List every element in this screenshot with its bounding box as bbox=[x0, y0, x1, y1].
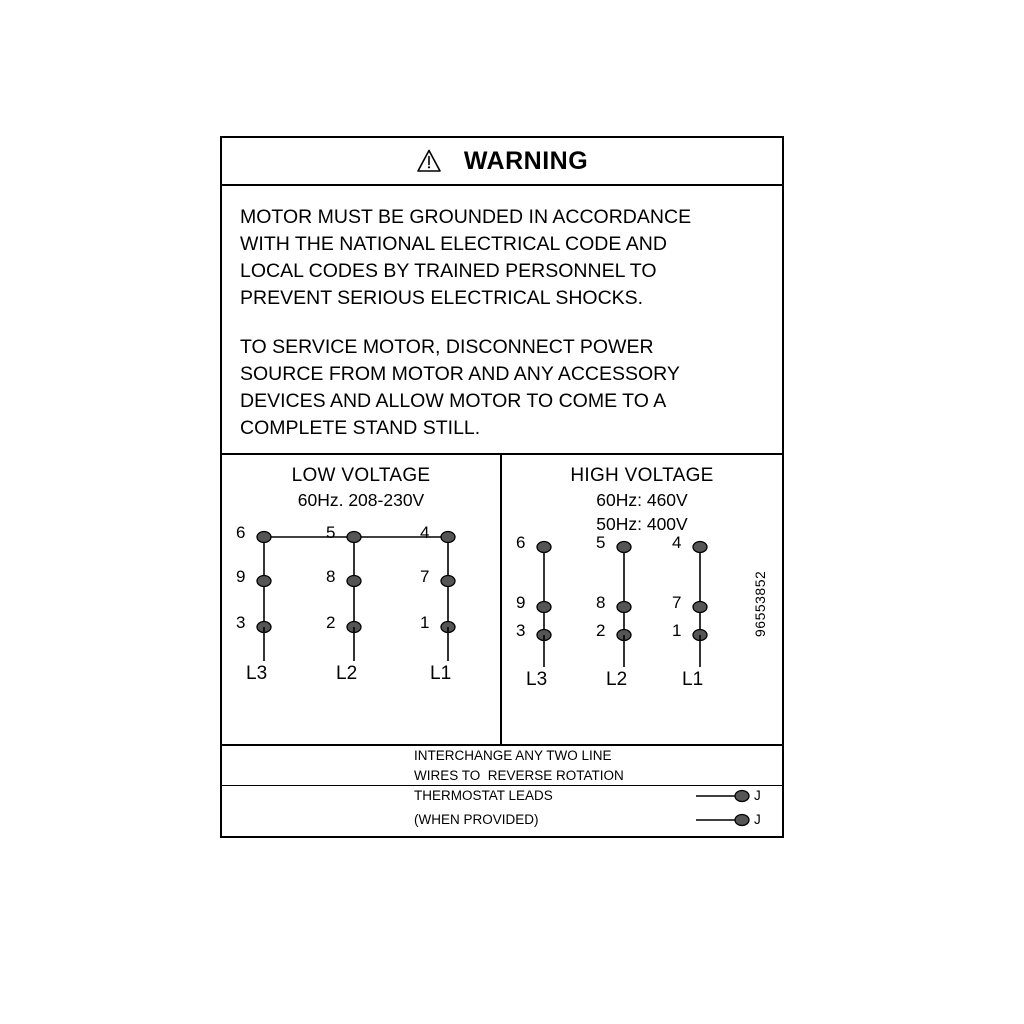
terminal-label: 1 bbox=[420, 613, 430, 632]
low-voltage-subtitle: 60Hz. 208-230V bbox=[297, 490, 425, 510]
terminal-label: 4 bbox=[420, 523, 430, 542]
line-label: L1 bbox=[430, 663, 452, 684]
terminal-label: 6 bbox=[236, 523, 246, 542]
warning-line: WITH THE NATIONAL ELECTRICAL CODE AND bbox=[240, 233, 667, 255]
terminal-label: 8 bbox=[326, 567, 336, 586]
warning-text-block bbox=[222, 186, 782, 455]
low-voltage-title: LOW VOLTAGE bbox=[291, 465, 431, 486]
terminal-label: 9 bbox=[236, 567, 246, 586]
warning-line: LOCAL CODES BY TRAINED PERSONNEL TO bbox=[240, 260, 657, 282]
rotation-note-row-2 bbox=[222, 766, 782, 786]
line-label: L2 bbox=[336, 663, 358, 684]
warning-line: DEVICES AND ALLOW MOTOR TO COME TO A bbox=[240, 390, 667, 412]
thermostat-leads-label: THERMOSTAT LEADS bbox=[414, 788, 553, 803]
paragraph-spacer bbox=[240, 312, 782, 334]
terminal-label: 7 bbox=[672, 593, 682, 612]
terminal-label: 5 bbox=[326, 523, 336, 542]
high-voltage-diagram bbox=[502, 535, 782, 707]
thermostat-j-label-2: J bbox=[754, 812, 761, 827]
warning-line: MOTOR MUST BE GROUNDED IN ACCORDANCE bbox=[240, 206, 692, 228]
bottom-notes bbox=[222, 746, 782, 834]
warning-line: COMPLETE STAND STILL. bbox=[240, 417, 481, 439]
terminal-label: 7 bbox=[420, 567, 430, 586]
warning-line: SOURCE FROM MOTOR AND ANY ACCESSORY bbox=[240, 363, 680, 385]
low-voltage-panel bbox=[222, 455, 502, 744]
terminal-label: 6 bbox=[516, 533, 526, 552]
motor-connection-nameplate bbox=[220, 136, 784, 838]
high-voltage-subtitle-2: 50Hz: 400V bbox=[596, 514, 688, 534]
terminal-label: 8 bbox=[596, 593, 606, 612]
terminal-label: 1 bbox=[672, 621, 682, 640]
line-label: L1 bbox=[682, 669, 704, 690]
terminal-label: 2 bbox=[326, 613, 336, 632]
warning-line: PREVENT SERIOUS ELECTRICAL SHOCKS. bbox=[240, 287, 644, 309]
thermostat-leads-block bbox=[222, 786, 782, 834]
thermostat-j-label-1: J bbox=[754, 788, 761, 803]
terminal-label: 9 bbox=[516, 593, 526, 612]
line-label: L3 bbox=[246, 663, 268, 684]
terminal-label: 3 bbox=[516, 621, 526, 640]
rotation-note-line-2: WIRES TO REVERSE ROTATION bbox=[414, 768, 624, 783]
part-number-label: 96553852 bbox=[752, 570, 768, 637]
thermostat-when-provided-label: (WHEN PROVIDED) bbox=[414, 812, 539, 827]
warning-title: WARNING bbox=[463, 146, 589, 175]
terminal-label: 4 bbox=[672, 533, 682, 552]
warning-line: TO SERVICE MOTOR, DISCONNECT POWER bbox=[240, 336, 654, 358]
line-label: L2 bbox=[606, 669, 628, 690]
high-voltage-title: HIGH VOLTAGE bbox=[570, 465, 714, 486]
voltage-connection-diagrams bbox=[222, 455, 782, 746]
rotation-note-row-1 bbox=[222, 746, 782, 766]
terminal-label: 5 bbox=[596, 533, 606, 552]
low-voltage-diagram bbox=[222, 511, 500, 707]
high-voltage-subtitle-1: 60Hz: 460V bbox=[596, 490, 688, 510]
rotation-note-line-1: INTERCHANGE ANY TWO LINE bbox=[414, 748, 612, 763]
warning-triangle-icon bbox=[416, 148, 442, 174]
terminal-label: 3 bbox=[236, 613, 246, 632]
high-voltage-panel bbox=[502, 455, 782, 744]
terminal-label: 2 bbox=[596, 621, 606, 640]
line-label: L3 bbox=[526, 669, 548, 690]
warning-header bbox=[222, 138, 782, 186]
